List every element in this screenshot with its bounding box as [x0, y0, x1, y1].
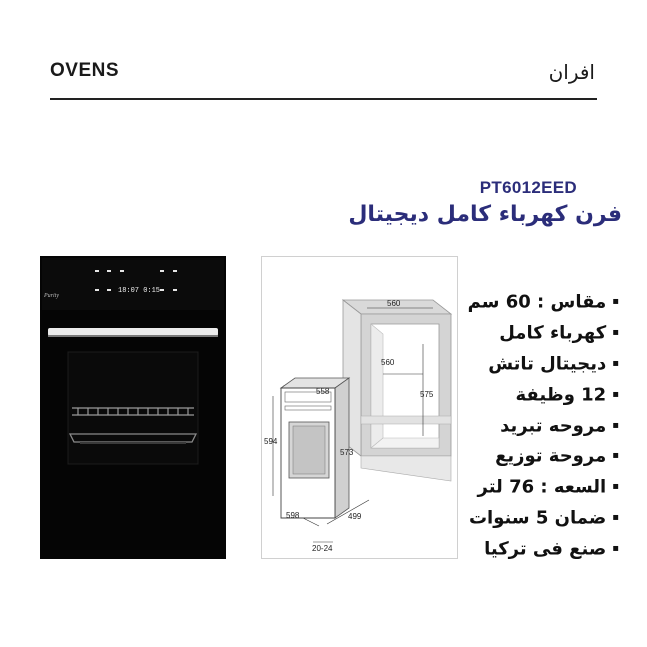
product-subtitle: فرن كهرباء كامل ديجيتال: [348, 202, 622, 227]
spec-item-warranty: ▪ضمان 5 سنوات: [468, 507, 619, 529]
control-panel: [42, 258, 224, 310]
header-divider: [50, 98, 597, 100]
spec-item-control: ▪ديجيتال تاتش: [488, 353, 619, 375]
spec-item-capacity: ▪السعه : 76 لتر: [477, 476, 619, 498]
dim-label-oven-depth: 499: [348, 512, 362, 521]
dim-label-niche-width: 560: [387, 299, 401, 308]
spec-item-cooling-fan: ▪مروحه تبريد: [500, 414, 619, 436]
oven-photo: [40, 256, 226, 559]
model-number: PT6012EED: [479, 178, 577, 197]
dimension-diagram: [261, 256, 458, 559]
dim-label-oven-depth-top: 558: [316, 387, 330, 396]
dim-label-inner-width: 560: [381, 358, 395, 367]
brand-logo: Purity: [44, 293, 59, 299]
door-handle: [48, 328, 218, 336]
display-readout: 18:07 0:15: [118, 287, 161, 295]
dim-label-niche-height: 575: [420, 390, 434, 399]
oven-outline: [281, 378, 349, 518]
spec-item-power: ▪كهرباء كامل: [499, 322, 619, 344]
cabinet-niche: [343, 300, 451, 481]
dim-label-gap: 20-24: [312, 544, 333, 553]
header-title-en: OVENS: [50, 60, 120, 81]
dim-label-oven-height-side: 573: [340, 448, 354, 457]
spec-item-convection-fan: ▪مروحة توزيع: [495, 445, 619, 467]
dim-label-oven-width: 598: [286, 511, 300, 520]
spec-item-size: ▪مقاس : 60 سم: [467, 291, 619, 313]
dim-label-oven-height: 594: [264, 437, 278, 446]
spec-item-origin: ▪صنع فى تركيا: [484, 538, 619, 560]
header-title-ar: افران: [548, 60, 595, 84]
spec-list: [449, 287, 619, 565]
spec-item-functions: ▪12 وظيفة: [515, 383, 619, 405]
